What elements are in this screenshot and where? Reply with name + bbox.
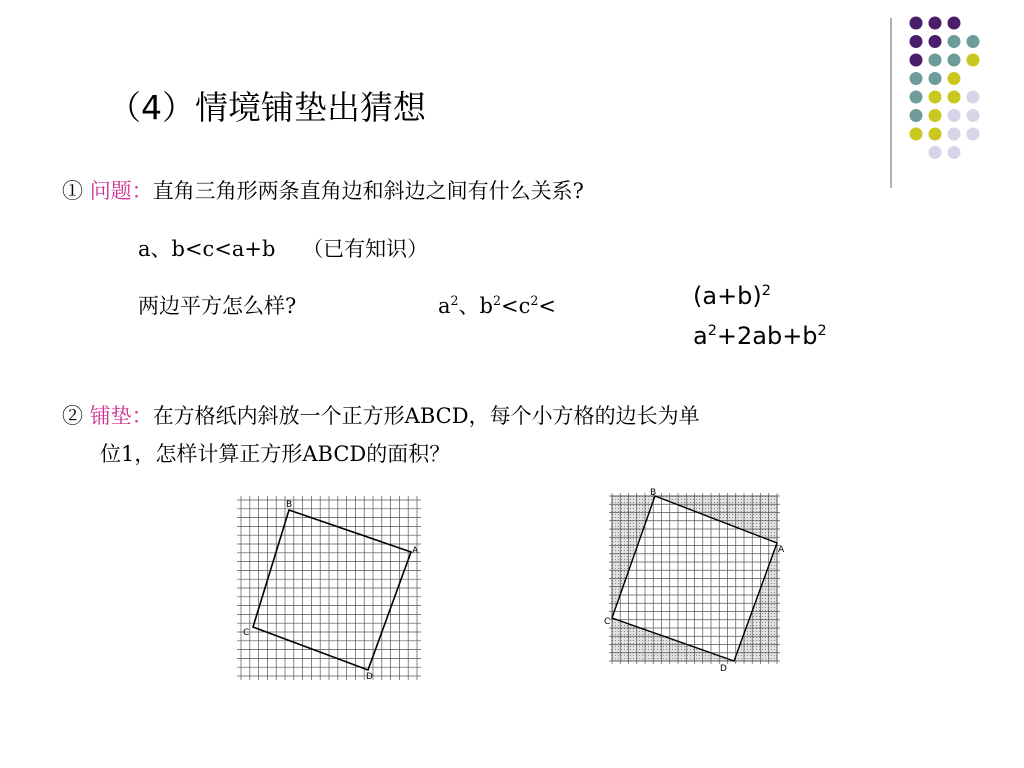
decor-dot [929, 128, 942, 141]
ineq-lt: < [538, 294, 556, 318]
decor-dot [910, 72, 923, 85]
decor-dot [929, 146, 942, 159]
decor-dot [948, 72, 961, 85]
item1-marker: ① [62, 179, 83, 203]
item2-text-2: 位1，怎样计算正方形ABCD的面积？ [100, 442, 451, 466]
item2-label: 铺垫： [89, 404, 153, 428]
pad-line-2 [100, 438, 450, 468]
expr-a: a [693, 322, 708, 350]
expr-exp-b: 2 [817, 323, 827, 339]
decor-dot [910, 128, 923, 141]
label-d: D [720, 664, 727, 672]
decor-dot [929, 35, 942, 48]
decor-dot [929, 109, 942, 122]
decor-dot [967, 91, 980, 104]
ineq-exp-b: 2 [493, 293, 502, 308]
decor-dot [948, 91, 961, 104]
label-b: B [650, 488, 657, 498]
label-a: A [778, 545, 785, 555]
decor-dot [910, 91, 923, 104]
decor-dot [967, 128, 980, 141]
ineq-c: <c [501, 294, 531, 318]
decor-dot [929, 17, 942, 30]
square-question: 两边平方怎么样? [138, 294, 297, 318]
question-line [62, 175, 584, 205]
expr-square-sum [693, 282, 771, 310]
decor-dot [967, 35, 980, 48]
decor-dot [929, 91, 942, 104]
item2-text-1: 在方格纸内斜放一个正方形ABCD，每个小方格的边长为单 [152, 404, 700, 428]
known-line [138, 233, 428, 263]
decorative-dots [880, 10, 1020, 200]
decor-dot [910, 109, 923, 122]
page-title: （4）情境铺垫出猜想 [108, 88, 426, 127]
ineq-exp-a: 2 [450, 293, 459, 308]
decor-dot [910, 17, 923, 30]
ineq-exp-c: 2 [530, 293, 539, 308]
expr-expanded [693, 322, 827, 350]
tilted-square [253, 510, 411, 670]
decor-dot [948, 146, 961, 159]
expr-paren-exp: 2 [761, 283, 771, 299]
square-line [138, 290, 296, 320]
decor-dot [910, 54, 923, 67]
decor-dot [967, 109, 980, 122]
decor-dot [929, 72, 942, 85]
decor-dot [967, 54, 980, 67]
pad-line-1 [62, 400, 700, 430]
grid-figure-2 [602, 486, 788, 672]
grid-figure-1 [236, 495, 422, 681]
expr-rest: +2ab+b [716, 322, 818, 350]
expr-paren: (a+b) [693, 282, 762, 310]
decor-dot [948, 109, 961, 122]
known-note: （已有知识） [302, 237, 429, 261]
item1-text: 直角三角形两条直角边和斜边之间有什么关系? [152, 179, 584, 203]
label-a: A [412, 546, 419, 556]
label-d: D [366, 672, 373, 681]
ineq-b: 、b [458, 294, 493, 318]
known-expression: a、b<c<a+b [138, 237, 276, 261]
label-b: B [286, 500, 293, 510]
item2-marker: ② [62, 404, 83, 428]
decor-dot [948, 35, 961, 48]
label-c: C [604, 617, 611, 627]
decor-dot [910, 35, 923, 48]
expr-exp-a: 2 [707, 323, 717, 339]
decor-dot [948, 128, 961, 141]
decor-dot [948, 17, 961, 30]
decor-dot [929, 54, 942, 67]
ineq-a: a [438, 294, 451, 318]
label-c: C [243, 628, 250, 638]
square-inequality [438, 290, 556, 320]
decor-dot [948, 54, 961, 67]
item1-label: 问题： [89, 179, 153, 203]
